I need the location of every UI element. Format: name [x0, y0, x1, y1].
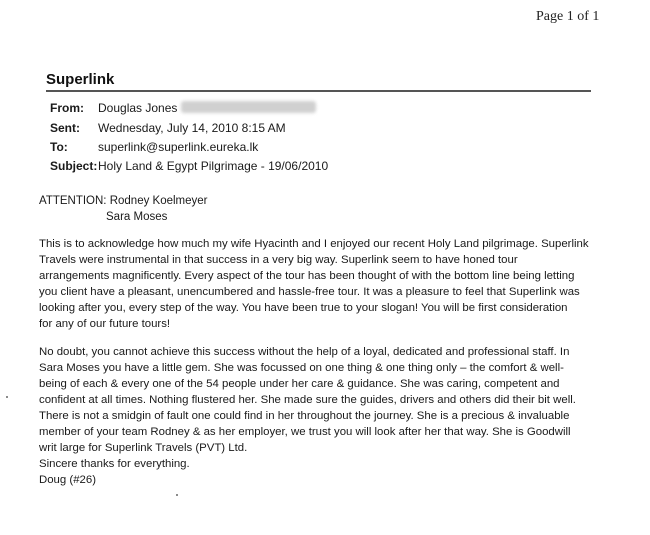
- sent-label: Sent:: [50, 121, 80, 135]
- paragraph-line: Travels were instrumental in that success in a very big way. Superlink seem to have honed tour: [39, 254, 518, 266]
- paragraph-line: being of each & every one of the 54 people under her care & guidance. She was caring, competent and: [39, 378, 560, 390]
- paragraph-line: Sara Moses you have a little gem. She was focussed on one thing & one thing only – the comfort & well-: [39, 362, 564, 374]
- page-number: Page 1 of 1: [536, 9, 600, 24]
- email-title: Superlink: [46, 71, 115, 88]
- to-value: superlink@superlink.eureka.lk: [98, 140, 259, 154]
- redacted-email-address: [181, 101, 316, 113]
- paragraph-line: for any of our future tours!: [39, 318, 171, 330]
- subject-value: Holy Land & Egypt Pilgrimage - 19/06/2010: [98, 159, 329, 173]
- closing-line: Sincere thanks for everything.: [39, 458, 190, 470]
- paragraph-line: writ large for Superlink Travels (PVT) Ltd.: [39, 442, 248, 454]
- paragraph-line: member of your team Rodney & as her employer, we trust you will look after her that way. She is Goodwill: [39, 426, 571, 438]
- from-value: [98, 101, 316, 116]
- title-divider: [46, 90, 591, 92]
- attention-line-1: ATTENTION: Rodney Koelmeyer: [39, 195, 208, 207]
- paragraph-line: you client have a pleasant, unencumbered and hassle-free tour. It was a pleasure to feel that Superlink was: [39, 286, 580, 298]
- paragraph-line: There is not a smidgin of fault one could find in her throughout the journey. She is a precious & invaluable: [39, 410, 570, 422]
- signature-line: Doug (#26): [39, 474, 96, 486]
- to-label: To:: [50, 140, 68, 154]
- paragraph-line: This is to acknowledge how much my wife Hyacinth and I enjoyed our recent Holy Land pilgrimage. Superlink: [39, 238, 589, 250]
- paragraph-1: [39, 236, 611, 332]
- paragraph-2: [39, 344, 611, 488]
- paragraph-line: No doubt, you cannot achieve this success without the help of a loyal, dedicated and professional staff. In: [39, 346, 570, 358]
- scan-speck: [6, 396, 8, 398]
- paragraph-line: arrangements magnificently. Every aspect of the tour has been thought of with the bottom line being letting: [39, 270, 575, 282]
- attention-line-2: Sara Moses: [106, 211, 168, 223]
- attention-block: [39, 193, 208, 225]
- subject-label: Subject:: [50, 159, 98, 173]
- scan-speck: [176, 494, 178, 496]
- sender-name: Douglas Jones: [98, 101, 178, 115]
- paragraph-line: confident at all times. Nothing flustered her. She made sure the guides, drivers and others did their bit well.: [39, 394, 576, 406]
- sent-value: Wednesday, July 14, 2010 8:15 AM: [98, 121, 286, 135]
- from-label: From:: [50, 101, 84, 115]
- paragraph-line: looking after you, every step of the way. You have been true to your slogan! You will be first consideration: [39, 302, 568, 314]
